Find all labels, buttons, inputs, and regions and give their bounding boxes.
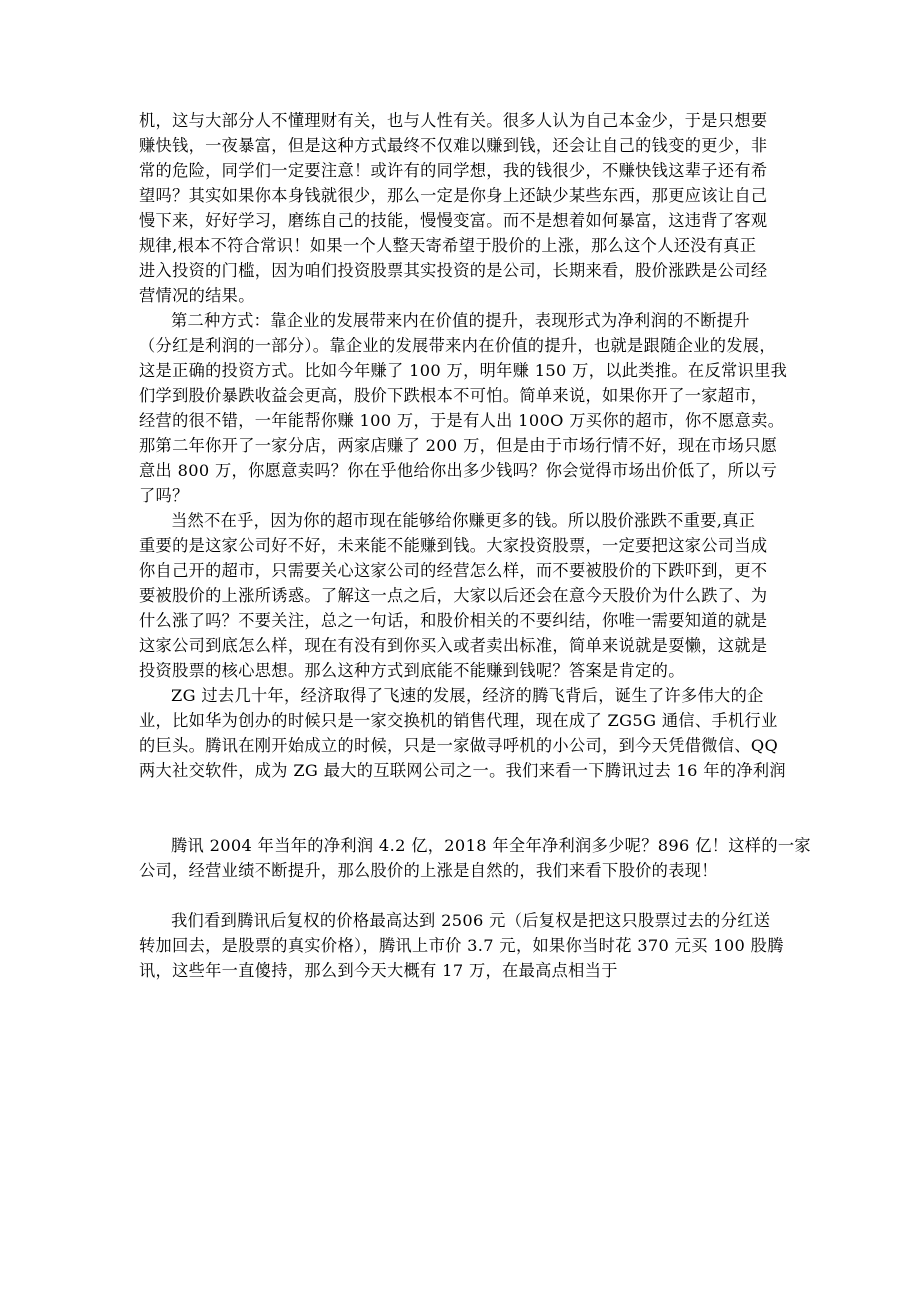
text-line: 营情况的结果。 xyxy=(139,286,255,305)
text-line: 们学到股价暴跌收益会更高，股价下跌根本不可怕。简单来说，如果你开了一家超市， xyxy=(139,386,768,405)
text-line: 什么涨了吗？不要关注，总之一句话，和股价相关的不要纠结，你唯一需要知道的就是 xyxy=(139,611,768,630)
text-line: 的巨头。腾讯在刚开始成立的时候，只是一家做寻呼机的小公司，到今天凭借微信、QQ xyxy=(139,736,779,755)
text-line: 两大社交软件，成为 ZG 最大的互联网公司之一。我们来看一下腾讯过去 16 年的净利润 xyxy=(139,761,786,780)
text-line: 了吗？ xyxy=(139,486,189,505)
text-line: 公司，经营业绩不断提升，那么股价的上涨是自然的，我们来看下股价的表现！ xyxy=(139,861,718,880)
paragraph-first-line: 第二种方式：靠企业的发展带来内在价值的提升，表现形式为净利润的不断提升 xyxy=(171,311,750,330)
text-line: 讯，这些年一直傻持，那么到今天大概有 17 万，在最高点相当于 xyxy=(139,961,618,980)
text-line: 机，这与大部分人不懂理财有关，也与人性有关。很多人认为自己本金少，于是只想要 xyxy=(139,111,768,130)
text-line: 转加回去，是股票的真实价格），腾讯上市价 3.7 元，如果你当时花 370 元买 100 股腾 xyxy=(139,936,784,955)
paragraph-first-line: 我们看到腾讯后复权的价格最高达到 2506 元（后复权是把这只股票过去的分红送 xyxy=(171,911,771,930)
text-line: 意出 800 万，你愿意卖吗？你在乎他给你出多少钱吗？你会觉得市场出价低了，所以亏 xyxy=(139,461,778,480)
text-line: 要被股价的上涨所诱惑。了解这一点之后，大家以后还会在意今天股价为什么跌了、为 xyxy=(139,586,768,605)
paragraph-first-line: ZG 过去几十年，经济取得了飞速的发展，经济的腾飞背后，诞生了许多伟大的企 xyxy=(171,686,764,705)
paragraph-first-line: 腾讯 2004 年当年的净利润 4.2 亿，2018 年全年净利润多少呢？896 亿！这样的一家 xyxy=(171,836,811,855)
text-line: 望吗？其实如果你本身钱就很少，那么一定是你身上还缺少某些东西，那更应该让自己 xyxy=(139,186,768,205)
text-line: 常的危险，同学们一定要注意！或许有的同学想，我的钱很少，不赚快钱这辈子还有希 xyxy=(139,161,768,180)
text-line: 这是正确的投资方式。比如今年赚了 100 万，明年赚 150 万，以此类推。在反常识里我 xyxy=(139,361,788,380)
text-line: 这家公司到底怎么样，现在有没有到你买入或者卖出标准，简单来说就是耍懒，这就是 xyxy=(139,636,768,655)
text-line: 经营的很不错，一年能帮你赚 100 万，于是有人出 100O 万买你的超市，你不愿意卖。 xyxy=(139,411,785,430)
text-line: 业，比如华为创办的时候只是一家交换机的销售代理，现在成了 ZG5G 通信、手机行业 xyxy=(139,711,778,730)
text-line: 进入投资的门槛，因为咱们投资股票其实投资的是公司，长期来看，股价涨跌是公司经 xyxy=(139,261,768,280)
text-line: 慢下来，好好学习，磨练自己的技能，慢慢变富。而不是想着如何暴富，这违背了客观 xyxy=(139,211,768,230)
text-line: 投资股票的核心思想。那么这种方式到底能不能赚到钱呢？答案是肯定的。 xyxy=(139,661,685,680)
text-line: 规律,根本不符合常识！如果一个人整天寄希望于股价的上涨，那么这个人还没有真正 xyxy=(139,236,757,255)
paragraph-first-line: 当然不在乎，因为你的超市现在能够给你赚更多的钱。所以股价涨跌不重要,真正 xyxy=(171,511,756,530)
text-line: 那第二年你开了一家分店，两家店赚了 200 万，但是由于市场行情不好，现在市场只愿 xyxy=(139,436,778,455)
text-line: （分红是利润的一部分）。靠企业的发展带来内在价值的提升，也就是跟随企业的发展， xyxy=(139,336,776,355)
text-line: 重要的是这家公司好不好，未来能不能赚到钱。大家投资股票，一定要把这家公司当成 xyxy=(139,536,768,555)
text-line: 你自己开的超市，只需要关心这家公司的经营怎么样，而不要被股价的下跌吓到，更不 xyxy=(139,561,768,580)
text-line: 赚快钱，一夜暴富，但是这种方式最终不仅难以赚到钱，还会让自己的钱变的更少，非 xyxy=(139,136,768,155)
